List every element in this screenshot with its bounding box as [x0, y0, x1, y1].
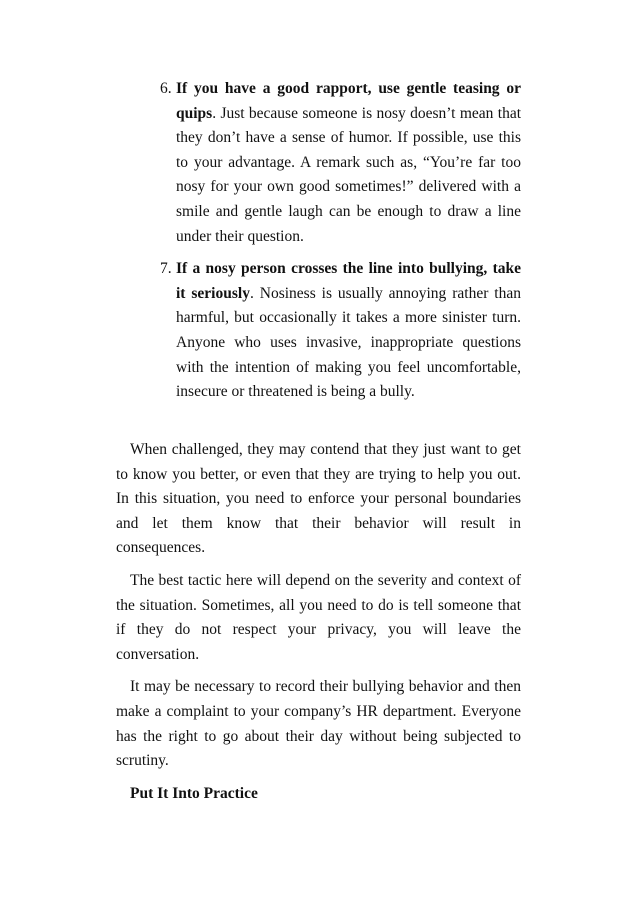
- list-item-number: 7.: [160, 260, 172, 278]
- list-item: [160, 77, 521, 249]
- list-item-number: 6.: [160, 80, 172, 97]
- list-item-text: . Just because someone is nosy doesn’t mean that they don’t have a sense of humor. If possible, use this to your advantage. A remark such as, “You’re far too nosy for your own good sometimes!” delivered with a smile and gentle laugh can be enough to draw a line under their question.: [176, 104, 521, 245]
- paragraph: When challenged, they may contend that they just want to get to know you better, or even that they are trying to help you out. In this situation, you need to enforce your personal boundaries and let them know that their behavior will result in consequences.: [116, 441, 521, 557]
- numbered-list: [160, 77, 521, 413]
- paragraph: It may be necessary to record their bullying behavior and then make a complaint to your company’s HR department. Everyone has the right to go about their day without being subjected to scrutiny.: [116, 678, 521, 770]
- list-item: [160, 257, 521, 405]
- list-item-heading: If a nosy person crosses the line into bullying, take it seriously: [176, 260, 521, 302]
- list-item-text: . Nosiness is usually annoying rather than harmful, but occasionally it takes a more sinister turn. Anyone who uses invasive, inappropriate questions with the intention of making you feel uncomfortable, insecure or threatened is being a bully.: [176, 284, 521, 401]
- paragraph: The best tactic here will depend on the severity and context of the situation. Sometimes, all you need to do is tell someone that if they do not respect your privacy, you will leave the conversation.: [116, 571, 521, 663]
- section-heading: Put It Into Practice: [130, 784, 258, 802]
- list-item-heading: If you have a good rapport, use gentle teasing or quips: [176, 80, 521, 122]
- body-text: [116, 438, 521, 806]
